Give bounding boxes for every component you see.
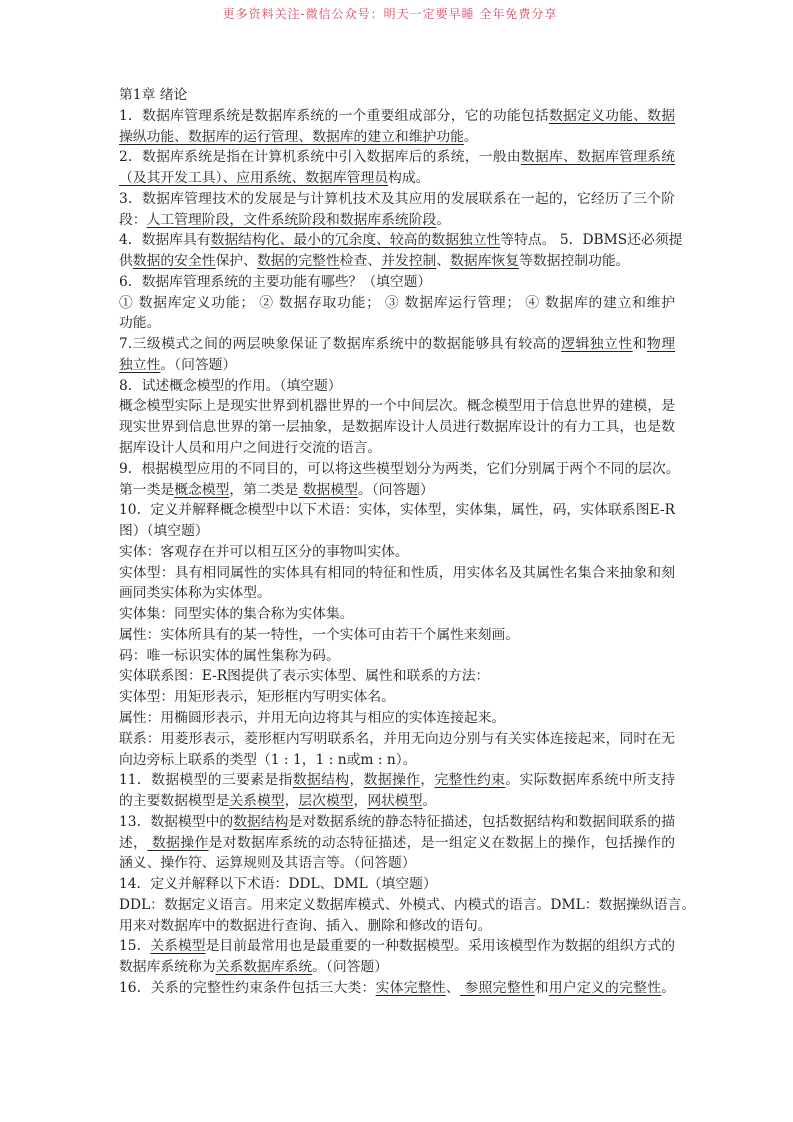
text-segment: ，: [420, 772, 435, 789]
text-segment: 等特点。 5．DBMS还必须提: [500, 232, 683, 249]
text-line: [119, 396, 675, 417]
text-line: [119, 770, 675, 791]
text-line: [119, 563, 675, 584]
text-line: [119, 355, 675, 376]
text-line: [119, 500, 675, 521]
text-segment: 。实际数据库系统中所支持: [505, 772, 676, 789]
text-segment: 第1章 绪论: [119, 87, 188, 103]
text-line: [119, 604, 675, 625]
underlined-answer: 完整性约束: [434, 772, 506, 789]
underlined-answer: 数据的安全性: [132, 253, 216, 270]
text-segment: 2．数据库系统是指在计算机系统中引入数据库后的系统，一般由: [119, 149, 521, 166]
text-line: [119, 957, 675, 978]
text-line: [119, 916, 675, 937]
text-line: [119, 106, 675, 127]
text-line: [119, 833, 675, 854]
text-segment: 和: [534, 979, 549, 996]
underlined-answer: 数据的完整性: [256, 253, 340, 270]
underlined-answer: 数据库恢复: [450, 253, 520, 270]
text-segment: 3．数据库管理技术的发展是与计算机技术及其应用的发展联系在一起的，它经历了三个阶: [119, 190, 675, 207]
text-segment: 。: [661, 979, 676, 996]
text-segment: 4．数据库具有: [119, 232, 211, 249]
underlined-answer: 数据模型: [298, 481, 358, 498]
text-segment: ① 数据库定义功能； ② 数据存取功能； ③ 数据库运行管理； ④ 数据库的建立和维护: [119, 294, 675, 311]
text-line: [119, 936, 675, 957]
text-line: [119, 978, 675, 999]
text-segment: 用来对数据库中的数据进行查询、插入、删除和修改的语句。: [119, 917, 492, 934]
text-segment: 1．数据库管理系统是数据库系统的一个重要组成部分，它的功能包括: [119, 107, 549, 124]
text-segment: 构成。: [388, 170, 430, 187]
text-segment: 、: [436, 253, 451, 270]
text-segment: 概念模型实际上是现实世界到机器世界的一个中间层次。概念模型用于信息世界的建模，是: [119, 398, 675, 415]
underlined-answer: 数据结构化、最小的冗余度、较高的数据独立性: [210, 232, 501, 249]
text-line: [119, 666, 675, 687]
underlined-answer: 概念模型: [174, 481, 230, 498]
underlined-answer: 独立性: [119, 356, 161, 373]
underlined-answer: 并发控制: [381, 253, 437, 270]
document-body: [119, 85, 696, 999]
text-line: [119, 583, 675, 604]
text-segment: 联系：用菱形表示，菱形框内写明联系名，并用无向边分别与有关实体连接起来，同时在无: [119, 730, 675, 747]
text-line: [119, 459, 680, 480]
text-segment: 段：: [119, 211, 147, 228]
text-line: [119, 791, 675, 812]
text-segment: 16．关系的完整性约束条件包括三大类：: [119, 979, 376, 996]
text-segment: 9．根据模型应用的不同目的，可以将这些模型划分为两类，它们分别属于两个不同的层次。: [119, 460, 680, 477]
text-segment: 8．试述概念模型的作用。（填空题）: [119, 377, 342, 394]
text-segment: 实体集：同型实体的集合称为实体集。: [119, 606, 354, 623]
underlined-answer: 关系模型: [229, 793, 285, 810]
text-line: [119, 127, 675, 148]
text-segment: 。（问答题）: [357, 481, 434, 498]
text-segment: 14．定义并解释以下术语：DDL、DML（填空题）: [119, 876, 437, 893]
text-line: [119, 625, 675, 646]
text-segment: 。（问答题）: [160, 356, 237, 373]
text-segment: 的主要数据模型是: [119, 793, 230, 810]
underlined-answer: 数据定义功能、数据: [548, 107, 675, 124]
text-line: [119, 376, 675, 397]
text-segment: 、: [445, 979, 460, 996]
underlined-answer: 数据操作: [363, 772, 421, 789]
underlined-answer: 数据操作: [147, 834, 209, 851]
text-segment: 画同类实体称为实体型。: [119, 585, 271, 602]
text-segment: 保护、: [215, 253, 257, 270]
text-segment: 。（问答题）: [312, 959, 389, 976]
text-line: [119, 334, 675, 355]
text-segment: ，第二类是: [229, 481, 299, 498]
text-line: [119, 480, 675, 501]
chapter-heading: [119, 85, 675, 106]
text-line: [119, 313, 675, 334]
underlined-answer: 逻辑独立性: [561, 336, 633, 353]
underlined-answer: 实体完整性: [375, 979, 446, 996]
text-segment: 据库设计人员和用户之间进行交流的语言。: [119, 440, 382, 457]
text-line: [119, 646, 675, 667]
text-segment: 实体联系图：E-R图提供了表示实体型、属性和联系的方法：: [119, 668, 490, 685]
text-segment: 和: [632, 336, 647, 353]
text-segment: 7.三级模式之间的两层映象保证了数据库系统中的数据能够具有较高的: [119, 336, 562, 353]
text-segment: 13．数据模型中的: [119, 813, 234, 830]
text-segment: 。: [422, 793, 437, 810]
text-line: [119, 708, 675, 729]
text-segment: 功能。: [119, 315, 161, 332]
text-segment: 是目前最常用也是最重要的一种数据模型。采用该模型作为数据的组织方式的: [205, 938, 676, 955]
text-line: [119, 210, 675, 231]
text-line: [119, 189, 675, 210]
text-line: [119, 729, 675, 750]
text-segment: 码：唯一标识实体的属性集称为码。: [119, 647, 340, 664]
text-line: [119, 417, 675, 438]
text-line: [119, 895, 696, 916]
text-line: [119, 168, 675, 189]
text-segment: 向边旁标上联系的类型（1 : 1，1 : n或m : n）。: [119, 751, 417, 768]
underlined-answer: 人工管理阶段，文件系统阶段和数据库系统阶段: [146, 211, 437, 228]
watermark-banner: 更多资料关注-微信公众号：明天一定要早睡 全年免费分享: [222, 7, 558, 21]
text-segment: 图）（填空题）: [119, 523, 209, 540]
text-segment: 10．定义并解释概念模型中以下术语：实体，实体型，实体集，属性，码，实体联系图E-R: [119, 502, 675, 519]
text-line: [119, 147, 675, 168]
text-segment: 。: [436, 211, 451, 228]
text-segment: 是对数据库系统的动态特征描述，是一组定义在数据上的操作，包括操作的: [208, 834, 676, 851]
text-line: [119, 230, 683, 251]
underlined-answer: 关系模型: [150, 938, 206, 955]
text-segment: 述，: [119, 834, 148, 851]
text-segment: 。: [463, 128, 478, 145]
text-line: [119, 853, 675, 874]
text-segment: 第一类是: [119, 481, 175, 498]
text-line: [119, 251, 675, 272]
text-segment: 6．数据库管理系统的主要功能有哪些？（填空题）: [119, 273, 432, 290]
text-segment: ，: [284, 793, 299, 810]
underlined-answer: （及其开发工具）、应用系统、数据库管理员: [119, 170, 389, 187]
underlined-answer: 网状模型: [367, 793, 423, 810]
text-segment: 15．: [119, 938, 151, 955]
text-segment: 实体：客观存在并可以相互区分的事物叫实体。: [119, 543, 409, 560]
text-segment: DDL：数据定义语言。用来定义数据库模式、外模式、内模式的语言。DML：数据操纵语言。: [119, 896, 696, 913]
text-segment: 实体型：用矩形表示，矩形框内写明实体名。: [119, 689, 395, 706]
underlined-answer: 操纵功能、数据库的运行管理、数据库的建立和维护功能: [119, 128, 464, 145]
text-line: [119, 293, 675, 314]
text-line: [119, 438, 675, 459]
text-segment: 实体型：具有相同属性的实体具有相同的特征和性质，用实体名及其属性名集合来抽象和刻: [119, 564, 675, 581]
underlined-answer: 关系数据库系统: [215, 959, 313, 976]
text-segment: 检查、: [339, 253, 382, 270]
text-segment: 是对数据系统的静态特征描述，包括数据结构和数据间联系的描: [288, 813, 676, 830]
text-segment: 属性：实体所具有的某一特性，一个实体可由若干个属性来刻画。: [119, 626, 520, 643]
underlined-answer: 数据结构: [233, 813, 289, 830]
text-line: [119, 812, 675, 833]
text-segment: 11．数据模型的三要素是指: [119, 772, 293, 789]
underlined-answer: 数据结构: [292, 772, 350, 789]
text-line: [119, 521, 675, 542]
text-line: [119, 542, 675, 563]
text-segment: 属性：用椭圆形表示，并用无向边将其与相应的实体连接起来。: [119, 709, 506, 726]
text-segment: 数据库系统称为: [119, 959, 216, 976]
text-segment: 等数据控制功能。: [519, 253, 630, 270]
text-segment: 供: [119, 253, 133, 270]
text-line: [119, 874, 675, 895]
text-segment: ，: [353, 793, 368, 810]
text-segment: 现实世界到信息世界的第一层抽象，是数据库设计人员进行数据库设计的有力工具，也是数: [119, 419, 675, 436]
underlined-answer: 参照完整性: [459, 979, 535, 996]
underlined-answer: 物理: [646, 336, 676, 353]
underlined-answer: 层次模型: [298, 793, 354, 810]
underlined-answer: 用户定义的完整性: [548, 979, 662, 996]
text-segment: ，: [349, 772, 364, 789]
text-line: [119, 750, 675, 771]
text-segment: 涵义、操作符、运算规则及其语言等。（问答题）: [119, 855, 416, 872]
underlined-answer: 数据库、数据库管理系统: [520, 149, 675, 166]
text-line: [119, 272, 675, 293]
text-line: [119, 687, 675, 708]
